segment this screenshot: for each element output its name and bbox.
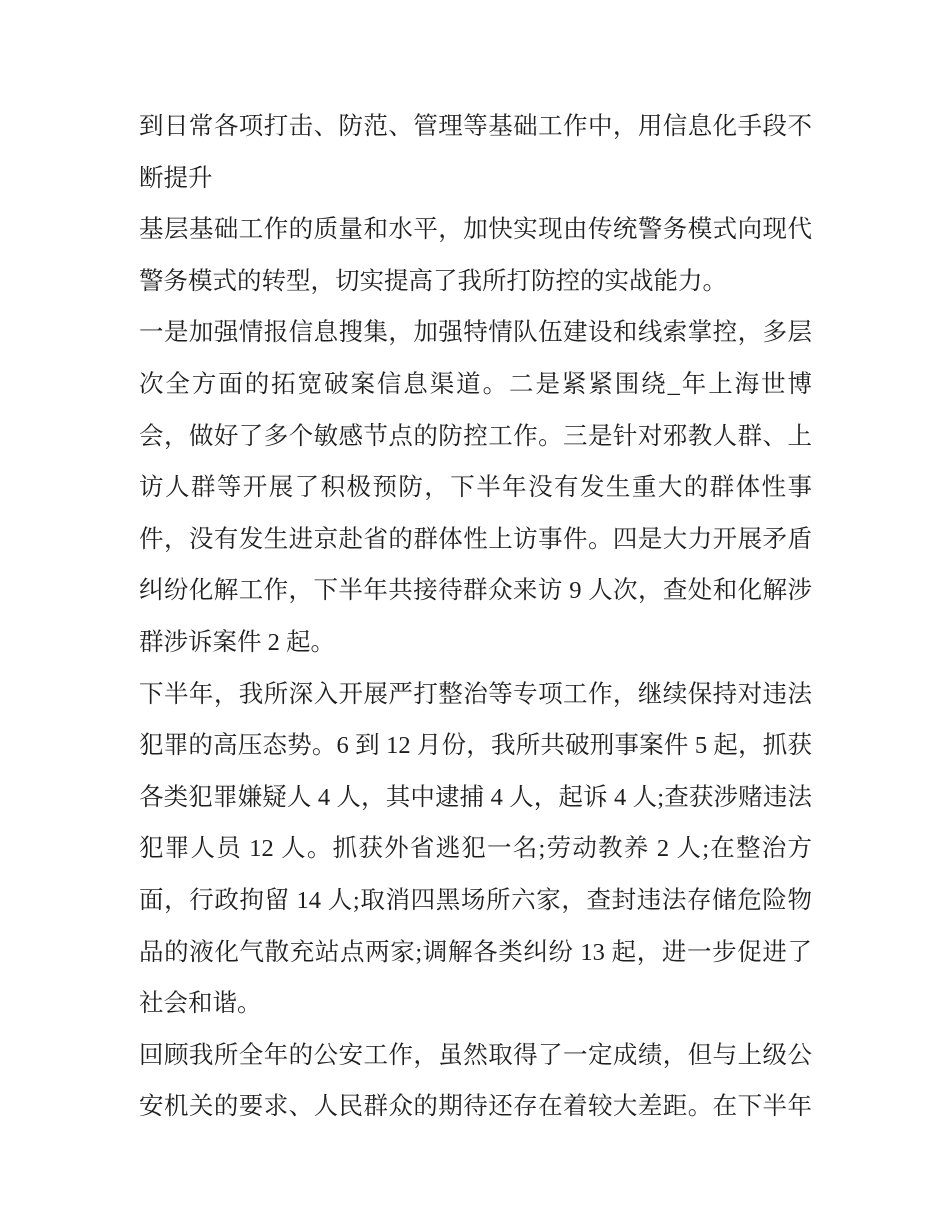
paragraph — [139, 307, 812, 668]
paragraph — [139, 204, 812, 307]
text-line: 会，做好了多个敏感节点的防控工作。三是针对邪教人群、上 — [139, 422, 812, 450]
text-line: 警务模式的转型，切实提高了我所打防控的实战能力。 — [139, 267, 727, 295]
paragraph — [139, 1030, 812, 1133]
text-line: 纠纷化解工作，下半年共接待群众来访 9 人次，查处和化解涉 — [139, 577, 812, 605]
text-line: 访人群等开展了积极预防，下半年没有发生重大的群体性事 — [139, 474, 812, 502]
paragraph — [139, 669, 812, 1030]
text-line: 各类犯罪嫌疑人 4 人，其中逮捕 4 人，起诉 4 人;查获涉赌违法 — [139, 783, 812, 811]
text-line: 回顾我所全年的公安工作，虽然取得了一定成绩，但与上级公 — [139, 1041, 812, 1069]
text-line: 群涉诉案件 2 起。 — [139, 628, 335, 656]
text-line: 断提升 — [139, 164, 213, 192]
text-line: 社会和谐。 — [139, 990, 262, 1018]
text-line: 面，行政拘留 14 人;取消四黑场所六家，查封违法存储危险物 — [139, 886, 812, 914]
text-line: 下半年，我所深入开展严打整治等专项工作，继续保持对违法 — [139, 680, 812, 708]
text-line: 犯罪人员 12 人。抓获外省逃犯一名;劳动教养 2 人;在整治方 — [139, 835, 812, 863]
text-line: 件，没有发生进京赴省的群体性上访事件。四是大力开展矛盾 — [139, 525, 812, 553]
paragraph — [139, 101, 812, 204]
text-line: 基层基础工作的质量和水平，加快实现由传统警务模式向现代 — [139, 216, 812, 244]
text-line: 品的液化气散充站点两家;调解各类纠纷 13 起，进一步促进了 — [139, 938, 812, 966]
text-line: 到日常各项打击、防范、管理等基础工作中，用信息化手段不 — [139, 113, 812, 140]
text-line: 安机关的要求、人民群众的期待还存在着较大差距。在下半年 — [139, 1093, 812, 1121]
text-line: 次全方面的拓宽破案信息渠道。二是紧紧围绕_年上海世博 — [139, 370, 812, 398]
text-line: 一是加强情报信息搜集，加强特情队伍建设和线索掌控，多层 — [139, 319, 812, 347]
document-text-block — [139, 101, 812, 1133]
text-line: 犯罪的高压态势。6 到 12 月份，我所共破刑事案件 5 起，抓获 — [139, 732, 812, 760]
